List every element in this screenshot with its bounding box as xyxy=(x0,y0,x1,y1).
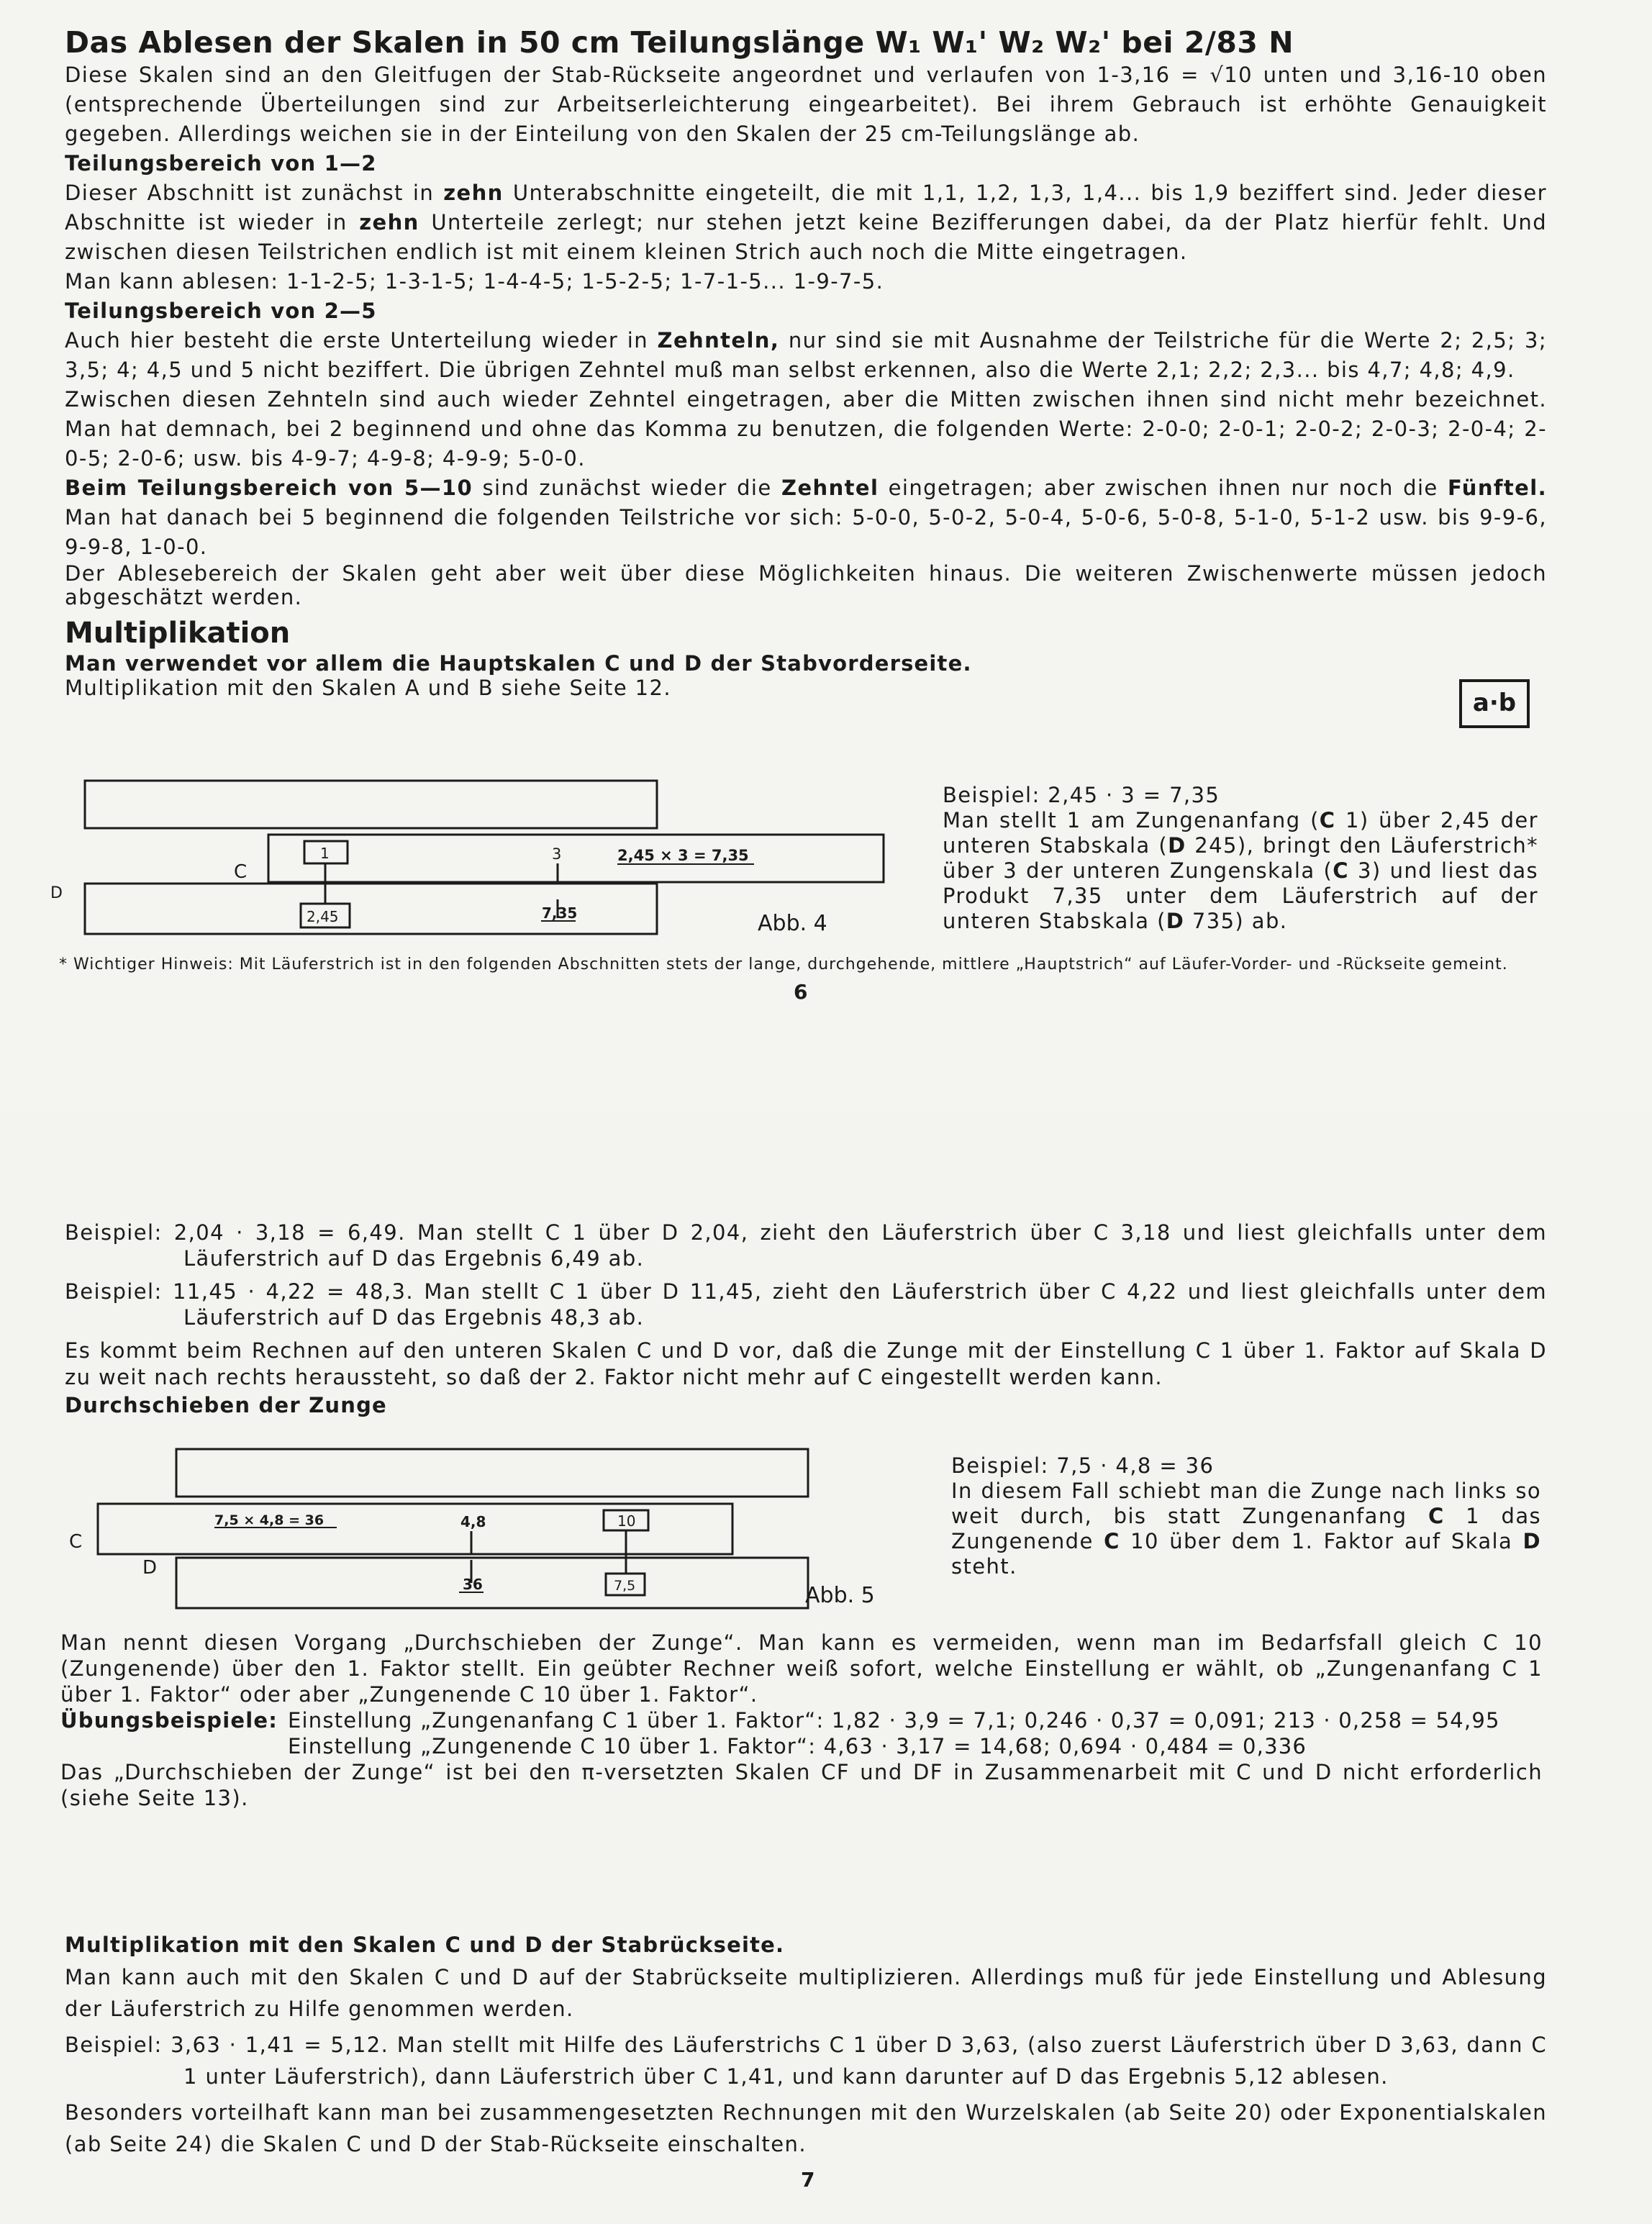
figure-5-caption: Abb. 5 xyxy=(805,1583,875,1608)
root-exponential-paragraph: Besonders vorteilhaft kann man bei zusammengesetzten Rechnungen mit den Wurzelskalen (ab Seite 20) oder Exponentialskalen (ab Seite 24) die Skalen C und D der Stab-Rückseite einschalten. xyxy=(65,2100,1547,2156)
slide-through-paragraph: Man nennt diesen Vorgang „Durchschieben der Zunge“. Man kann es vermeiden, wenn man im Bedarfsfall gleich C 10 (Zungenende) über den 1. Faktor stellt. Ein geübter Rechner weiß sofort, welche Einstellung er wählt, ob „Zungenanfang C 1 über 1. Faktor“ oder aber „Zungenende C 10 über 1. Faktor“. xyxy=(60,1630,1543,1707)
practice-examples xyxy=(60,1707,1543,1759)
section-5-10-paragraph: Beim Teilungsbereich von 5—10 sind zunächst wieder die Zehntel eingetragen; aber zwischen ihnen nur noch die Fünftel. Man hat danach bei 5 beginnend die folgenden Teilstriche vor sich: 5-0-0, 5-0-2, 5-0-4, 5-0-6, 5-0-8, 5-1-0, 5-1-2 usw. bis 9-9-6, 9-9-8, 1-0-0. xyxy=(65,476,1547,559)
formula-badge-a-times-b: a·b xyxy=(1459,679,1530,728)
slide-through-heading: Durchschieben der Zunge xyxy=(65,1393,387,1417)
box-c1-text: 1 xyxy=(320,845,330,862)
example-3-63: Beispiel: 3,63 · 1,41 = 5,12. Man stellt mit Hilfe des Läuferstrichs C 1 über D 3,63, (also zuerst Läuferstrich über D 3,63, dann C 1 unter Läuferstrich), dann Läuferstrich über C 1,41, und kann darunter auf D das Ergebnis 5,12 ablesen. xyxy=(65,2033,1547,2089)
practice-lines: Einstellung „Zungenanfang C 1 über 1. Faktor“: 1,82 · 3,9 = 7,1; 0,246 · 0,37 = 0,091; 213 · 0,258 = 54,95 Einstellung „Zungenende C 10 über 1. Faktor“: 4,63 · 3,17 = 14,68; 0,694 · 0,484 = 0,336 xyxy=(288,1708,1500,1758)
page-number-6: 6 xyxy=(794,980,808,1004)
slide-overhang-paragraph: Es kommt beim Rechnen auf den unteren Skalen C und D vor, daß die Zunge mit der Einstellung C 1 über 1. Faktor auf Skala D zu weit nach rechts heraussteht, so daß der 2. Faktor nicht mehr auf C eingestellt werden kann. xyxy=(65,1338,1547,1389)
stock-upper xyxy=(176,1449,808,1497)
section-1-2-paragraph: Dieser Abschnitt ist zunächst in zehn Unterabschnitte eingeteilt, die mit 1,1, 1,2, 1,3, 1,4... bis 1,9 beziffert sind. Jeder dieser Abschnitte ist wieder in zehn Unterteile zerlegt; nur stehen jetzt keine Bezifferungen dabei, da der Platz hierfür fehlt. Und zwischen diesen Teilstrichen endlich ist mit einem kleinen Strich auch noch die Mitte eingetragen. xyxy=(65,181,1547,264)
box-245-text: 2,45 xyxy=(307,908,339,925)
multiplication-ab-reference: Multiplikation mit den Skalen A und B siehe Seite 12. xyxy=(65,676,671,700)
section-2-5-paragraph-2: Zwischen diesen Zehnteln sind auch wieder Zehntel eingetragen, aber die Mitten zwischen ihnen sind nicht mehr bezeichnet. Man hat demnach, bei 2 beginnend und ohne das Komma zu benutzen, die folgenden Werte: 2-0-0; 2-0-1; 2-0-2; 2-0-3; 2-0-4; 2-0-5; 2-0-6; usw. bis 4-9-7; 4-9-8; 4-9-9; 5-0-0. xyxy=(65,387,1547,471)
box-10-text: 10 xyxy=(617,1512,636,1530)
label-d: D xyxy=(50,884,63,902)
example-1-text xyxy=(943,783,1538,934)
stock-lower-d xyxy=(176,1558,808,1608)
label-d: D xyxy=(142,1557,158,1579)
multiplication-heading: Multiplikation xyxy=(65,617,291,650)
page7-text-block-bottom xyxy=(65,1928,1547,2160)
example-2-formula: Beispiel: 7,5 · 4,8 = 36 xyxy=(951,1453,1215,1478)
section-heading-2-5: Teilungsbereich von 2—5 xyxy=(65,299,377,323)
tick-3-label: 3 xyxy=(552,845,562,863)
equation-label: 7,5 × 4,8 = 36 xyxy=(214,1512,324,1528)
example-11-45: Beispiel: 11,45 · 4,22 = 48,3. Man stellt C 1 über D 11,45, zieht den Läuferstrich über C 4,22 und liest gleichfalls unter dem Läuferstrich auf D das Ergebnis 48,3 ab. xyxy=(65,1279,1547,1330)
back-side-paragraph: Man kann auch mit den Skalen C und D auf der Stabrückseite multiplizieren. Allerdings muß für jede Einstellung und Ablesung der Läuferstrich zu Hilfe genommen werden. xyxy=(65,1965,1547,2021)
section-heading-1-2: Teilungsbereich von 1—2 xyxy=(65,151,377,176)
page7-text-block-middle xyxy=(60,1630,1543,1811)
section-2-5-paragraph: Auch hier besteht die erste Unterteilung wieder in Zehnteln, nur sind sie mit Ausnahme der Teilstriche für die Werte 2; 2,5; 3; 3,5; 4; 4,5 und 5 nicht beziffert. Die übrigen Zehntel muß man selbst erkennen, also die Werte 2,1; 2,2; 2,3... bis 4,7; 4,8; 4,9. xyxy=(65,328,1547,382)
example-2-text xyxy=(951,1453,1541,1579)
tick-735-label: 7,35 xyxy=(542,904,578,922)
intro-paragraph: Diese Skalen sind an den Gleitfugen der Stab-Rückseite angeordnet und verlaufen von 1-3,16 = √10 unten und 3,16-10 oben (entsprechende Überteilungen sind zur Arbeitserleichterung eingearbeitet). Bei ihrem Gebrauch ist erhöhte Genauigkeit gegeben. Allerdings weichen sie in der Einteilung von den Skalen der 25 cm-Teilungslänge ab. xyxy=(65,63,1547,146)
equation-label: 2,45 × 3 = 7,35 xyxy=(617,847,749,864)
footnote: * Wichtiger Hinweis: Mit Läuferstrich ist in den folgenden Abschnitten stets der lange, durchgehende, mittlere „Hauptstrich“ auf Läufer-Vorder- und -Rückseite gemeint. xyxy=(59,956,1508,973)
tick-48-label: 4,8 xyxy=(460,1513,486,1530)
figure-5-slide-rule xyxy=(43,1439,921,1619)
page-number-7: 7 xyxy=(801,2168,815,2192)
back-side-heading: Multiplikation mit den Skalen C und D der Stabrückseite. xyxy=(65,1933,785,1957)
multiplication-main-scales: Man verwendet vor allem die Hauptskalen C und D der Stabvorderseite. xyxy=(65,651,972,676)
page6-text-block xyxy=(65,24,1547,700)
label-c: C xyxy=(69,1531,83,1553)
figure-4-caption: Abb. 4 xyxy=(758,911,827,936)
page7-text-block-top xyxy=(65,1220,1547,1420)
stock-upper xyxy=(85,781,657,828)
tick-36-label: 36 xyxy=(463,1576,483,1593)
section-1-2-readings: Man kann ablesen: 1-1-2-5; 1-3-1-5; 1-4-4-5; 1-5-2-5; 1-7-1-5... 1-9-7-5. xyxy=(65,269,884,294)
page-title: Das Ablesen der Skalen in 50 cm Teilungslänge W₁ W₁' W₂ W₂' bei 2/83 N xyxy=(65,25,1294,60)
example-1-explanation: Man stellt 1 am Zungenanfang (C 1) über 2,45 der unteren Stabskala (D 245), bringt den Läuferstrich* über 3 der unteren Zungenskala (C 3) und liest das Produkt 7,35 unter dem Läuferstrich auf der unteren Stabskala (D 735) ab. xyxy=(943,808,1539,933)
example-2-explanation: In diesem Fall schiebt man die Zunge nach links so weit durch, bis statt Zungenanfang C 1 das Zungenende C 10 über dem 1. Faktor auf Skala D steht. xyxy=(951,1479,1541,1579)
pi-shifted-paragraph: Das „Durchschieben der Zunge“ ist bei den π-versetzten Skalen CF und DF in Zusammenarbeit mit C und D nicht erforderlich (siehe Seite 13). xyxy=(60,1760,1543,1810)
box-75-text: 7,5 xyxy=(614,1578,636,1594)
slide-c xyxy=(268,835,884,882)
example-2-04: Beispiel: 2,04 · 3,18 = 6,49. Man stellt C 1 über D 2,04, zieht den Läuferstrich über C 3,18 und liest gleichfalls unter dem Läuferstrich auf D das Ergebnis 6,49 ab. xyxy=(65,1220,1548,1271)
example-1-formula: Beispiel: 2,45 · 3 = 7,35 xyxy=(943,783,1220,807)
practice-label: Übungsbeispiele: xyxy=(60,1708,278,1733)
figure-4-slide-rule xyxy=(43,777,921,943)
reading-range-paragraph: Der Ablesebereich der Skalen geht aber weit über diese Möglichkeiten hinaus. Die weiteren Zwischenwerte müssen jedoch abgeschätzt werden. xyxy=(65,561,1547,609)
label-c: C xyxy=(234,861,248,883)
